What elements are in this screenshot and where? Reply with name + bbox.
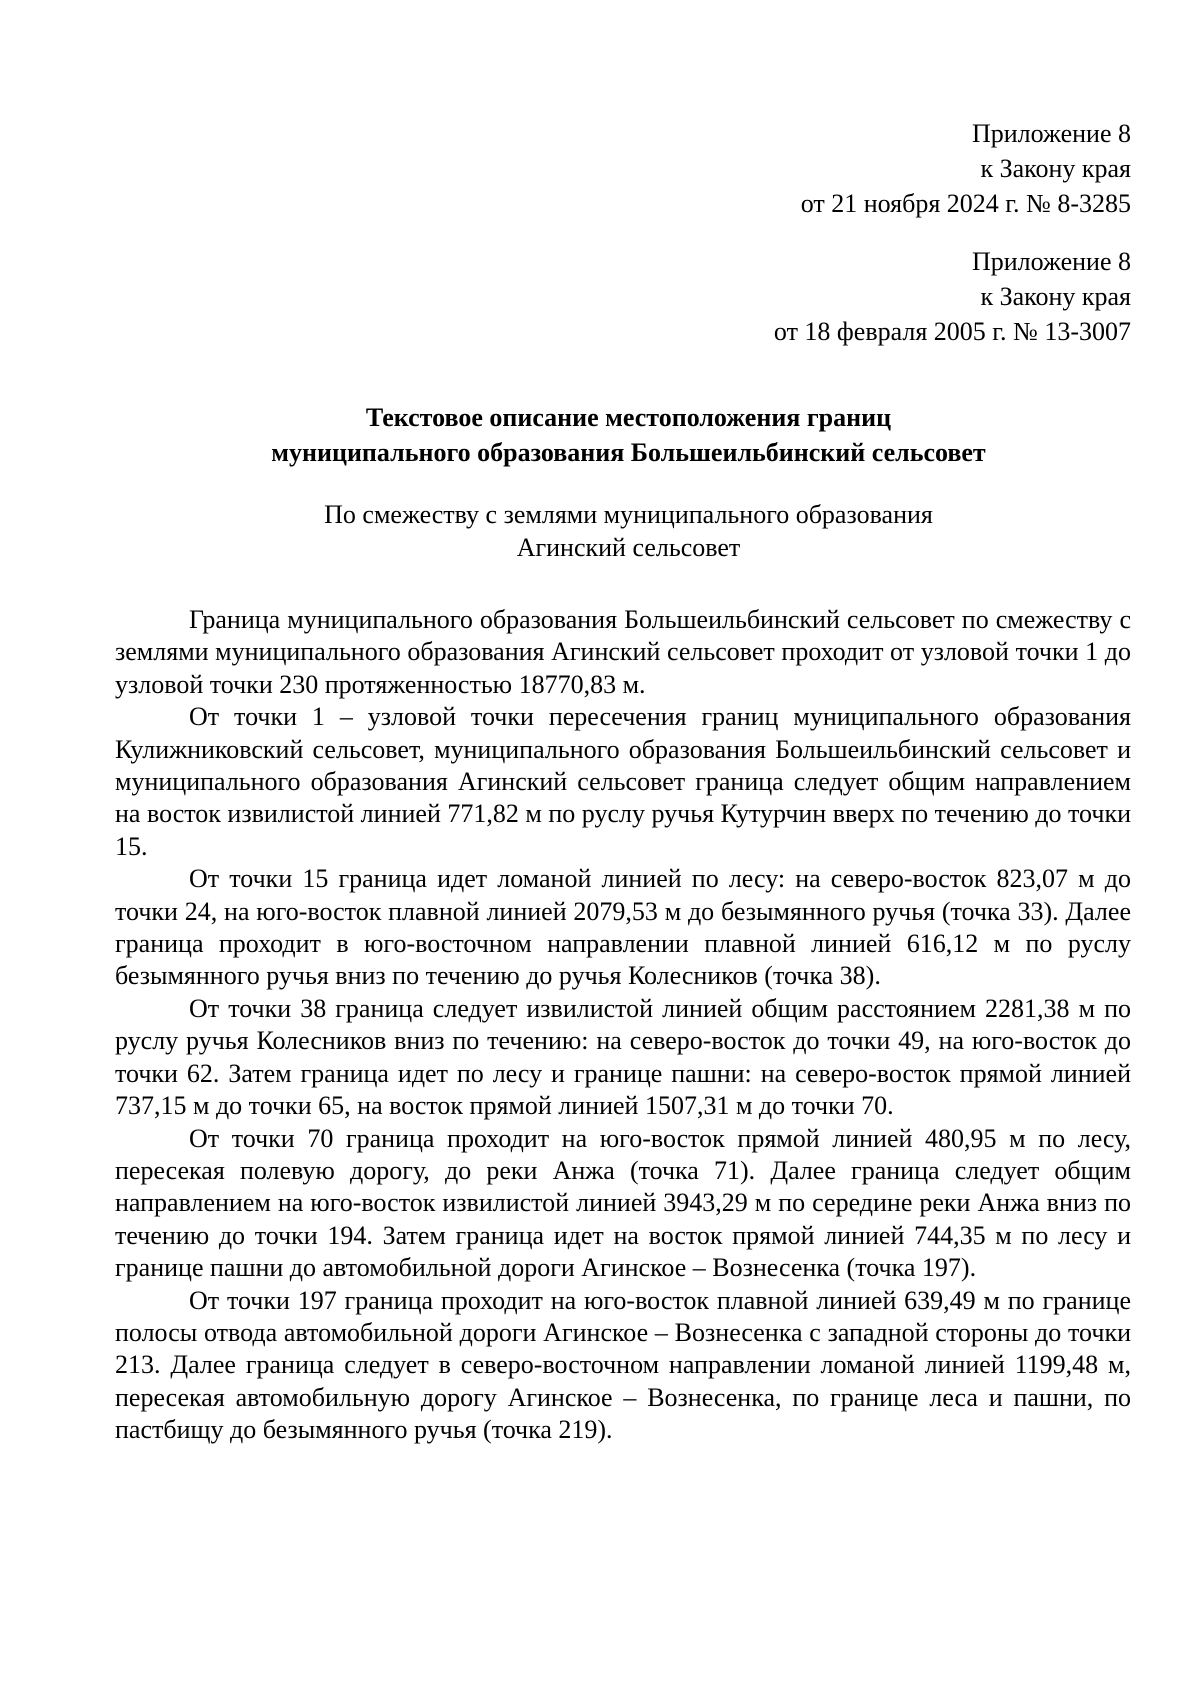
section-heading	[0, 498, 1200, 564]
appendix-law-date: от 18 февраля 2005 г. № 13-3007	[773, 317, 1131, 346]
appendix-header-original	[774, 244, 1131, 349]
appendix-number: Приложение 8	[971, 119, 1131, 148]
document-body	[115, 604, 1131, 1447]
body-paragraph: От точки 15 граница идет ломаной линией по лесу: на северо-восток 823,07 м до точки 24, на юго-восток плавной линией 2079,53 м до безымянного ручья (точка 33). Далее граница проходит в юго-восточном направлении плавной линией 616,12 м по руслу безымянного ручья вниз по течению до ручья Колесников (точка 38).	[115, 864, 1131, 991]
section-heading-line: По смежеству с землями муниципального образования	[324, 500, 933, 529]
appendix-header-current	[801, 116, 1131, 221]
appendix-law-ref: к Закону края	[980, 154, 1131, 183]
body-paragraph: От точки 197 граница проходит на юго-восток плавной линией 639,49 м по границе полосы отвода автомобильной дороги Агинское – Вознесенка с западной стороны до точки 213. Далее граница следует в северо-восточном направлении ломаной линией 1199,48 м, пересекая автомобильную дорогу Агинское – Вознесенка, по границе леса и пашни, по пастбищу до безымянного ручья (точка 219).	[115, 1285, 1131, 1445]
body-paragraph: От точки 38 граница следует извилистой линией общим расстоянием 2281,38 м по руслу ручья Колесников вниз по течению: на северо-восток до точки 49, на юго-восток до точки 62. Затем граница идет по лесу и границе пашни: на северо-восток прямой линией 737,15 м до точки 65, на восток прямой линией 1507,31 м до точки 70.	[115, 993, 1131, 1121]
document-title-line: муниципального образования Большеильбинский сельсовет	[271, 438, 986, 467]
appendix-law-ref: к Закону края	[980, 282, 1131, 311]
body-paragraph: От точки 70 граница проходит на юго-восток прямой линией 480,95 м по лесу, пересекая полевую дорогу, до реки Анжа (точка 71). Далее граница следует общим направлением на юго-восток извилистой линией 3943,29 м по середине реки Анжа вниз по течению до точки 194. Затем граница идет на восток прямой линией 744,35 м по лесу и границе пашни до автомобильной дороги Агинское – Вознесенка (точка 197).	[115, 1123, 1131, 1283]
body-paragraph: От точки 1 – узловой точки пересечения границ муниципального образования Кулижниковский сельсовет, муниципального образования Большеильбинский сельсовет и муниципального образования Агинский сельсовет граница следует общим направлением на восток извилистой линией 771,82 м по руслу ручья Кутурчин вверх по течению до точки 15.	[115, 702, 1131, 861]
appendix-law-date: от 21 ноября 2024 г. № 8-3285	[800, 189, 1131, 218]
appendix-number: Приложение 8	[971, 247, 1131, 276]
document-title-line: Текстовое описание местоположения границ	[365, 403, 892, 432]
section-heading-line: Агинский сельсовет	[516, 533, 741, 562]
body-paragraph: Граница муниципального образования Большеильбинский сельсовет по смежеству с землями муниципального образования Агинский сельсовет проходит от узловой точки 1 до узловой точки 230 протяженностью 18770,83 м.	[115, 605, 1131, 699]
document-title	[0, 400, 1200, 470]
